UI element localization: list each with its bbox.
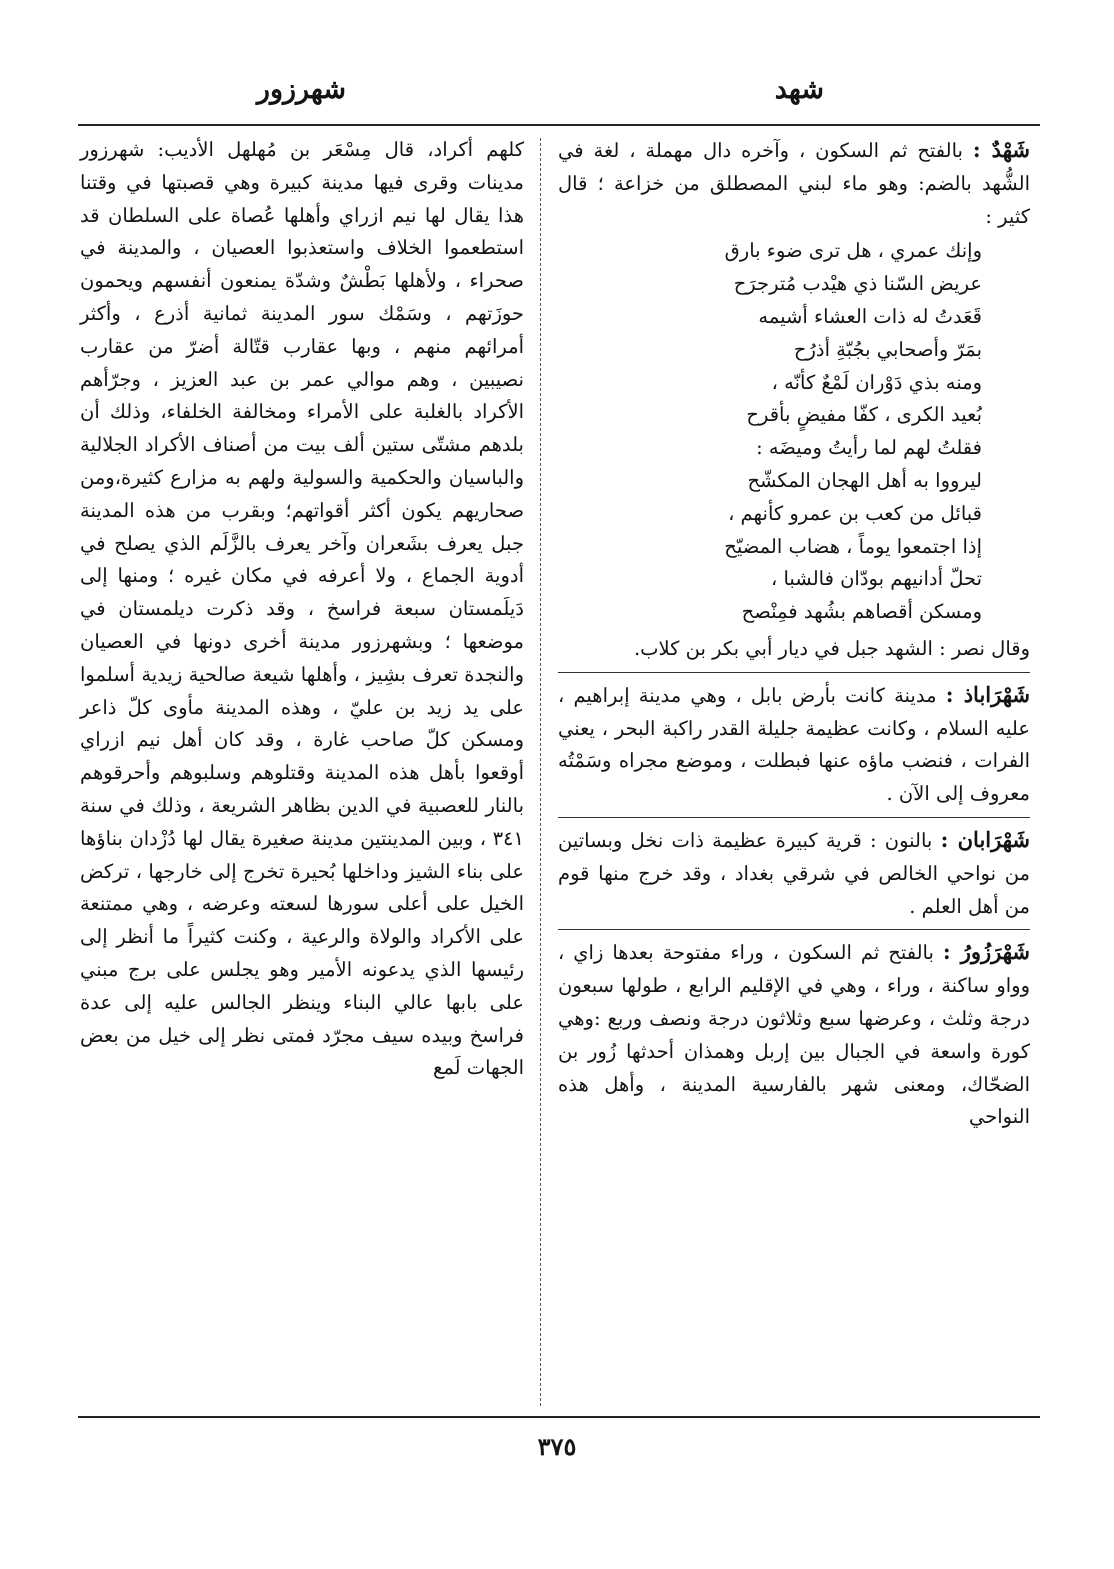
- entry-paragraph: [558, 134, 1030, 233]
- entry-shahrabadh: [558, 679, 1030, 818]
- entry-text: بالنون : قرية كبيرة عظيمة ذات نخل وبساتين من نواحي الخالص في شرقي بغداد ، وقد خرج منها قوم من أهل العلم .: [558, 828, 1030, 918]
- verse-line: بُعيد الكرى ، كفّا مفيضٍ بأقرح: [746, 403, 982, 427]
- headword: شَهْدٌ :: [972, 137, 1030, 162]
- footer-rule: [78, 1416, 1040, 1418]
- entry-text: مدينة كانت بأرض بابل ، وهي مدينة إبراهيم ، عليه السلام ، وكانت عظيمة جليلة القدر راكبة البحر ، يعني الفرات ، فنضب ماؤه عنها فبطلت ، وموضع مجراه وسَمْتُه معروف إلى الآن .: [558, 683, 1030, 806]
- headword: شَهْرَزُورُ :: [942, 939, 1031, 965]
- verse-line: قبائل من كعب بن عمرو كأنهم ،: [728, 501, 982, 525]
- left-column: [80, 134, 524, 1085]
- column-divider: [540, 138, 541, 1406]
- entry-shahrazur: [558, 936, 1030, 1140]
- entry-shahraban: [558, 824, 1030, 930]
- verse-line: عريض السّنا ذي هيْدب مُترجرَح: [733, 272, 982, 296]
- entry-paragraph: [558, 824, 1030, 923]
- continuation-text: كلهم أكراد، قال مِسْعَر بن مُهلهل الأديب: شهرزور مدينات وقرى فيها مدينة كبيرة وهي قصبتها في وقتنا هذا يقال لها نيم ازراي وأهلها عُصاة على السلطان قد استطعموا الخلاف واستعذبوا العصيان ، والمدينة في صحراء ، ولأهلها بَطْشٌ وشدّة يمنعون أنفسهم ويحمون حوزَتهم ، وسَمْك سور المدينة ثمانية أذرع ، وأكثر أمرائهم منهم ، وبها عقارب قتّالة أضرّ من عقارب نصيبين ، وهم موالي عمر بن عبد العزيز ، وجرّأهم الأكراد بالغلبة على الأمراء ومخالفة الخلفاء، وذلك أن بلدهم مشتّى ستين ألف بيت من أصناف الأكراد الجلالية والباسيان والحكمية والسولية ولهم به مزارع كثيرة،ومن صحاريهم يكون أكثر أقواتهم؛ وبقرب من هذه المدينة جبل يعرف بشَعران وآخر يعرف بالزَّلَم الذي يصلح في أدوية الجماع ، ولا أعرفه في مكان غيره ؛ ومنها إلى دَيلَمستان سبعة فراسخ ، وقد ذكرت ديلمستان في موضعها ؛ وبشهرزور مدينة أخرى دونها في العصيان والنجدة تعرف بشِيز ، وأهلها شيعة صالحية زيدية أسلموا على يد زيد بن عليّ ، وهذه المدينة مأوى كلّ ذاعر ومسكن كلّ صاحب غارة ، وقد كان أهل نيم ازراي أوقعوا بأهل هذه المدينة وقتلوهم وسلبوهم وأحرقوهم بالنار للعصبية في الدين بظاهر الشريعة ، وذلك في سنة ٣٤١ ، وبين المدينتين مدينة صغيرة يقال لها دُزْدان بناؤها على بناء الشيز وداخلها بُحيرة تخرج إلى خارجها ، تركض الخيل على أعلى سورها لسعته وعرضه ، وهي ممتنعة على الأكراد والولاة والرعية ، وكنت كثيراً ما أنظر إلى رئيسها الذي يدعونه الأمير وهو يجلس على برج مبني على بابها عالي البناء وينظر الجالس عليه إلى عدة فراسخ وبيده سيف مجرّد فمتى نظر إلى خيل من بعض الجهات لَمع: [80, 138, 524, 1080]
- entry-paragraph: [558, 679, 1030, 811]
- verse-line: ليرووا به أهل الهجان المكشّح: [747, 468, 982, 492]
- entry-shahd: [558, 134, 1030, 673]
- entry-paragraph: [558, 936, 1030, 1134]
- verse-line: تحلّ أدانيهم بودّان فالشبا ،: [770, 567, 982, 591]
- verse-line: فقلتُ لهم لما رأيتُ وميضَه :: [756, 436, 982, 460]
- headword: شَهْرَابان :: [940, 826, 1030, 852]
- verse-line: ومنه بذي دَوْران لَمْعٌ كأنّه ،: [771, 370, 982, 394]
- verse-line: ومسكن أقصاهم بشُهد فمِنْصح: [741, 600, 982, 624]
- header-rule: [78, 124, 1040, 126]
- verse-line: قَعَدتُ له ذات العشاء أشيمه: [758, 304, 982, 328]
- poem: [558, 235, 1030, 629]
- entry-text: بالفتح ثم السكون ، وآخره دال مهملة ، لغة في الشُّهد بالضم: وهو ماء لبني المصطلق من خزاعة ؛ قال كثير :: [558, 139, 1030, 228]
- entry-text: بالفتح ثم السكون ، وراء مفتوحة بعدها زاي ، وواو ساكنة ، وراء ، وهي في الإقليم الرابع ، طولها سبعون درجة وثلث ، وعرضها سبع وثلاثون درجة ونصف وربع :وهي كورة واسعة في الجبال بين إربل وهمذان أحدثها زُور بن الضحّاك، ومعنى شهر بالفارسية المدينة ، وأهل هذه النواحي: [558, 941, 1030, 1129]
- verse-line: بمَرّ وأصحابي بجُبّةِ أذرُح: [793, 337, 982, 361]
- running-header-left: شهرزور: [256, 74, 346, 105]
- right-column: [558, 134, 1030, 1146]
- running-header-right: شهد: [774, 74, 824, 105]
- page-number: ٣٧٥: [537, 1432, 577, 1461]
- verse-line: وإنك عمري ، هل ترى ضوء بارق: [724, 239, 982, 263]
- verse-line: إذا اجتمعوا يوماً ، هضاب المضيّح: [724, 534, 982, 558]
- headword: شَهْرَاباذ :: [945, 681, 1030, 707]
- entry-note: وقال نصر : الشهد جبل في ديار أبي بكر بن كلاب.: [633, 636, 1030, 660]
